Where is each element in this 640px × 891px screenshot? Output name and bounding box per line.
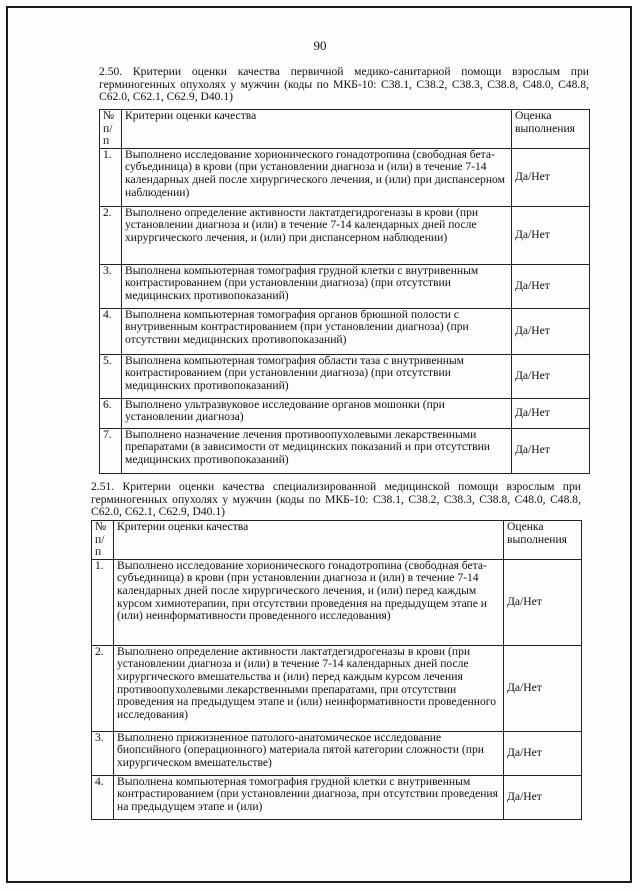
- table-row: [100, 264, 590, 308]
- row-criteria: Выполнено прижизненное патолого-анатомическое исследование биопсийного (операционного) материала пятой категории сложности (при хирургическом вмешательстве): [114, 731, 504, 775]
- section-2-50: [99, 66, 589, 104]
- row-result: Да/Нет: [512, 264, 590, 308]
- row-num: 2.: [92, 645, 114, 731]
- row-criteria: Выполнена компьютерная томография органов брюшной полости с внутривенным контрастированием (при установлении диагноза) (при отсутствии медицинских противопоказаний): [122, 308, 512, 354]
- row-criteria: Выполнена компьютерная томография грудной клетки с внутривенным контрастированием (при установлении диагноза, при отсутствии проведения на предыдущем этапе и (или): [114, 775, 504, 819]
- criteria-table-2-50: [99, 109, 590, 474]
- header-result: Оценка выполнения: [512, 110, 590, 149]
- table-row: [100, 148, 590, 206]
- row-num: 1.: [92, 559, 114, 645]
- row-num: 2.: [100, 206, 122, 264]
- page-number: 90: [313, 38, 327, 53]
- row-num: 5.: [100, 354, 122, 398]
- row-result: Да/Нет: [512, 308, 590, 354]
- table-header-row: [100, 110, 590, 149]
- table-row: [92, 731, 582, 775]
- table-row: [92, 645, 582, 731]
- table-row: [100, 354, 590, 398]
- row-result: Да/Нет: [512, 428, 590, 473]
- table-header-row: [92, 521, 582, 560]
- section-caption: 2.51. Критерии оценки качества специализированной медицинской помощи взрослым при герминогенных опухолях у мужчин (коды по МКБ-10: C38.1, C38.2, C38.3, C38.8, C48.0, C48.8, C62.0, C62.1, C62.9, D40.1): [91, 480, 581, 519]
- row-num: 3.: [92, 731, 114, 775]
- row-num: 6.: [100, 398, 122, 428]
- row-criteria: Выполнено определение активности лактатдегидрогеназы в крови (при установлении диагноза и (или) в течение 7-14 календарных дней после хирургического лечения, и (или) при диспансерном наблюдении): [122, 206, 512, 264]
- header-num: № п/п: [100, 110, 122, 149]
- row-result: Да/Нет: [512, 206, 590, 264]
- section-2-51: [91, 481, 581, 519]
- row-result: Да/Нет: [512, 398, 590, 428]
- row-criteria: Выполнено назначение лечения противоопухолевыми лекарственными препаратами (в зависимости от медицинских показаний и при отсутствии медицинских противопоказаний): [122, 428, 512, 473]
- row-result: Да/Нет: [512, 354, 590, 398]
- row-result: Да/Нет: [504, 775, 582, 819]
- row-criteria: Выполнена компьютерная томография грудной клетки с внутривенным контрастированием (при установлении диагноза) (при отсутствии медицинских противопоказаний): [122, 264, 512, 308]
- row-result: Да/Нет: [504, 559, 582, 645]
- row-num: 4.: [100, 308, 122, 354]
- criteria-table-2-51: [91, 520, 582, 820]
- row-criteria: Выполнена компьютерная томография области таза с внутривенным контрастированием (при установлении диагноза) (при отсутствии медицинских противопоказаний): [122, 354, 512, 398]
- header-criteria: Критерии оценки качества: [122, 110, 512, 149]
- table-row: [100, 428, 590, 473]
- header-criteria: Критерии оценки качества: [114, 521, 504, 560]
- row-criteria: Выполнено исследование хорионического гонадотропина (свободная бета-субъединица) в крови (при установлении диагноза и (или) в течение 7-14 календарных дней после хирургического лечения, и (или) перед каждым курсом химиотерапии, при отсутствии проведения на предыдущем этапе и (или) неинформативности проведенного исследования): [114, 559, 504, 645]
- header-result: Оценка выполнения: [504, 521, 582, 560]
- table-row: [92, 775, 582, 819]
- row-num: 1.: [100, 148, 122, 206]
- table-row: [100, 398, 590, 428]
- row-criteria: Выполнено ультразвуковое исследование органов мошонки (при установлении диагноза): [122, 398, 512, 428]
- row-num: 4.: [92, 775, 114, 819]
- table-row: [100, 308, 590, 354]
- row-criteria: Выполнено исследование хорионического гонадотропина (свободная бета-субъединица) в крови (при установлении диагноза и (или) в течение 7-14 календарных дней после хирургического лечения, и (или) при диспансерном наблюдении): [122, 148, 512, 206]
- table-row: [100, 206, 590, 264]
- table-row: [92, 559, 582, 645]
- row-result: Да/Нет: [504, 645, 582, 731]
- row-result: Да/Нет: [504, 731, 582, 775]
- row-criteria: Выполнено определение активности лактатдегидрогеназы в крови (при установлении диагноза и (или) в течение 7-14 календарных дней после хирургического вмешательства и (или) перед каждым курсом лечения противоопухолевыми лекарственными препаратами, при отсутствии проведения на предыдущем этапе и (или) неинформативности проведенного исследования): [114, 645, 504, 731]
- section-caption: 2.50. Критерии оценки качества первичной медико-санитарной помощи взрослым при герминогенных опухолях у мужчин (коды по МКБ-10: C38.1, C38.2, C38.3, C38.8, C48.0, C48.8, C62.0, C62.1, C62.9, D40.1): [99, 65, 589, 104]
- row-num: 3.: [100, 264, 122, 308]
- row-num: 7.: [100, 428, 122, 473]
- row-result: Да/Нет: [512, 148, 590, 206]
- header-num: № п/п: [92, 521, 114, 560]
